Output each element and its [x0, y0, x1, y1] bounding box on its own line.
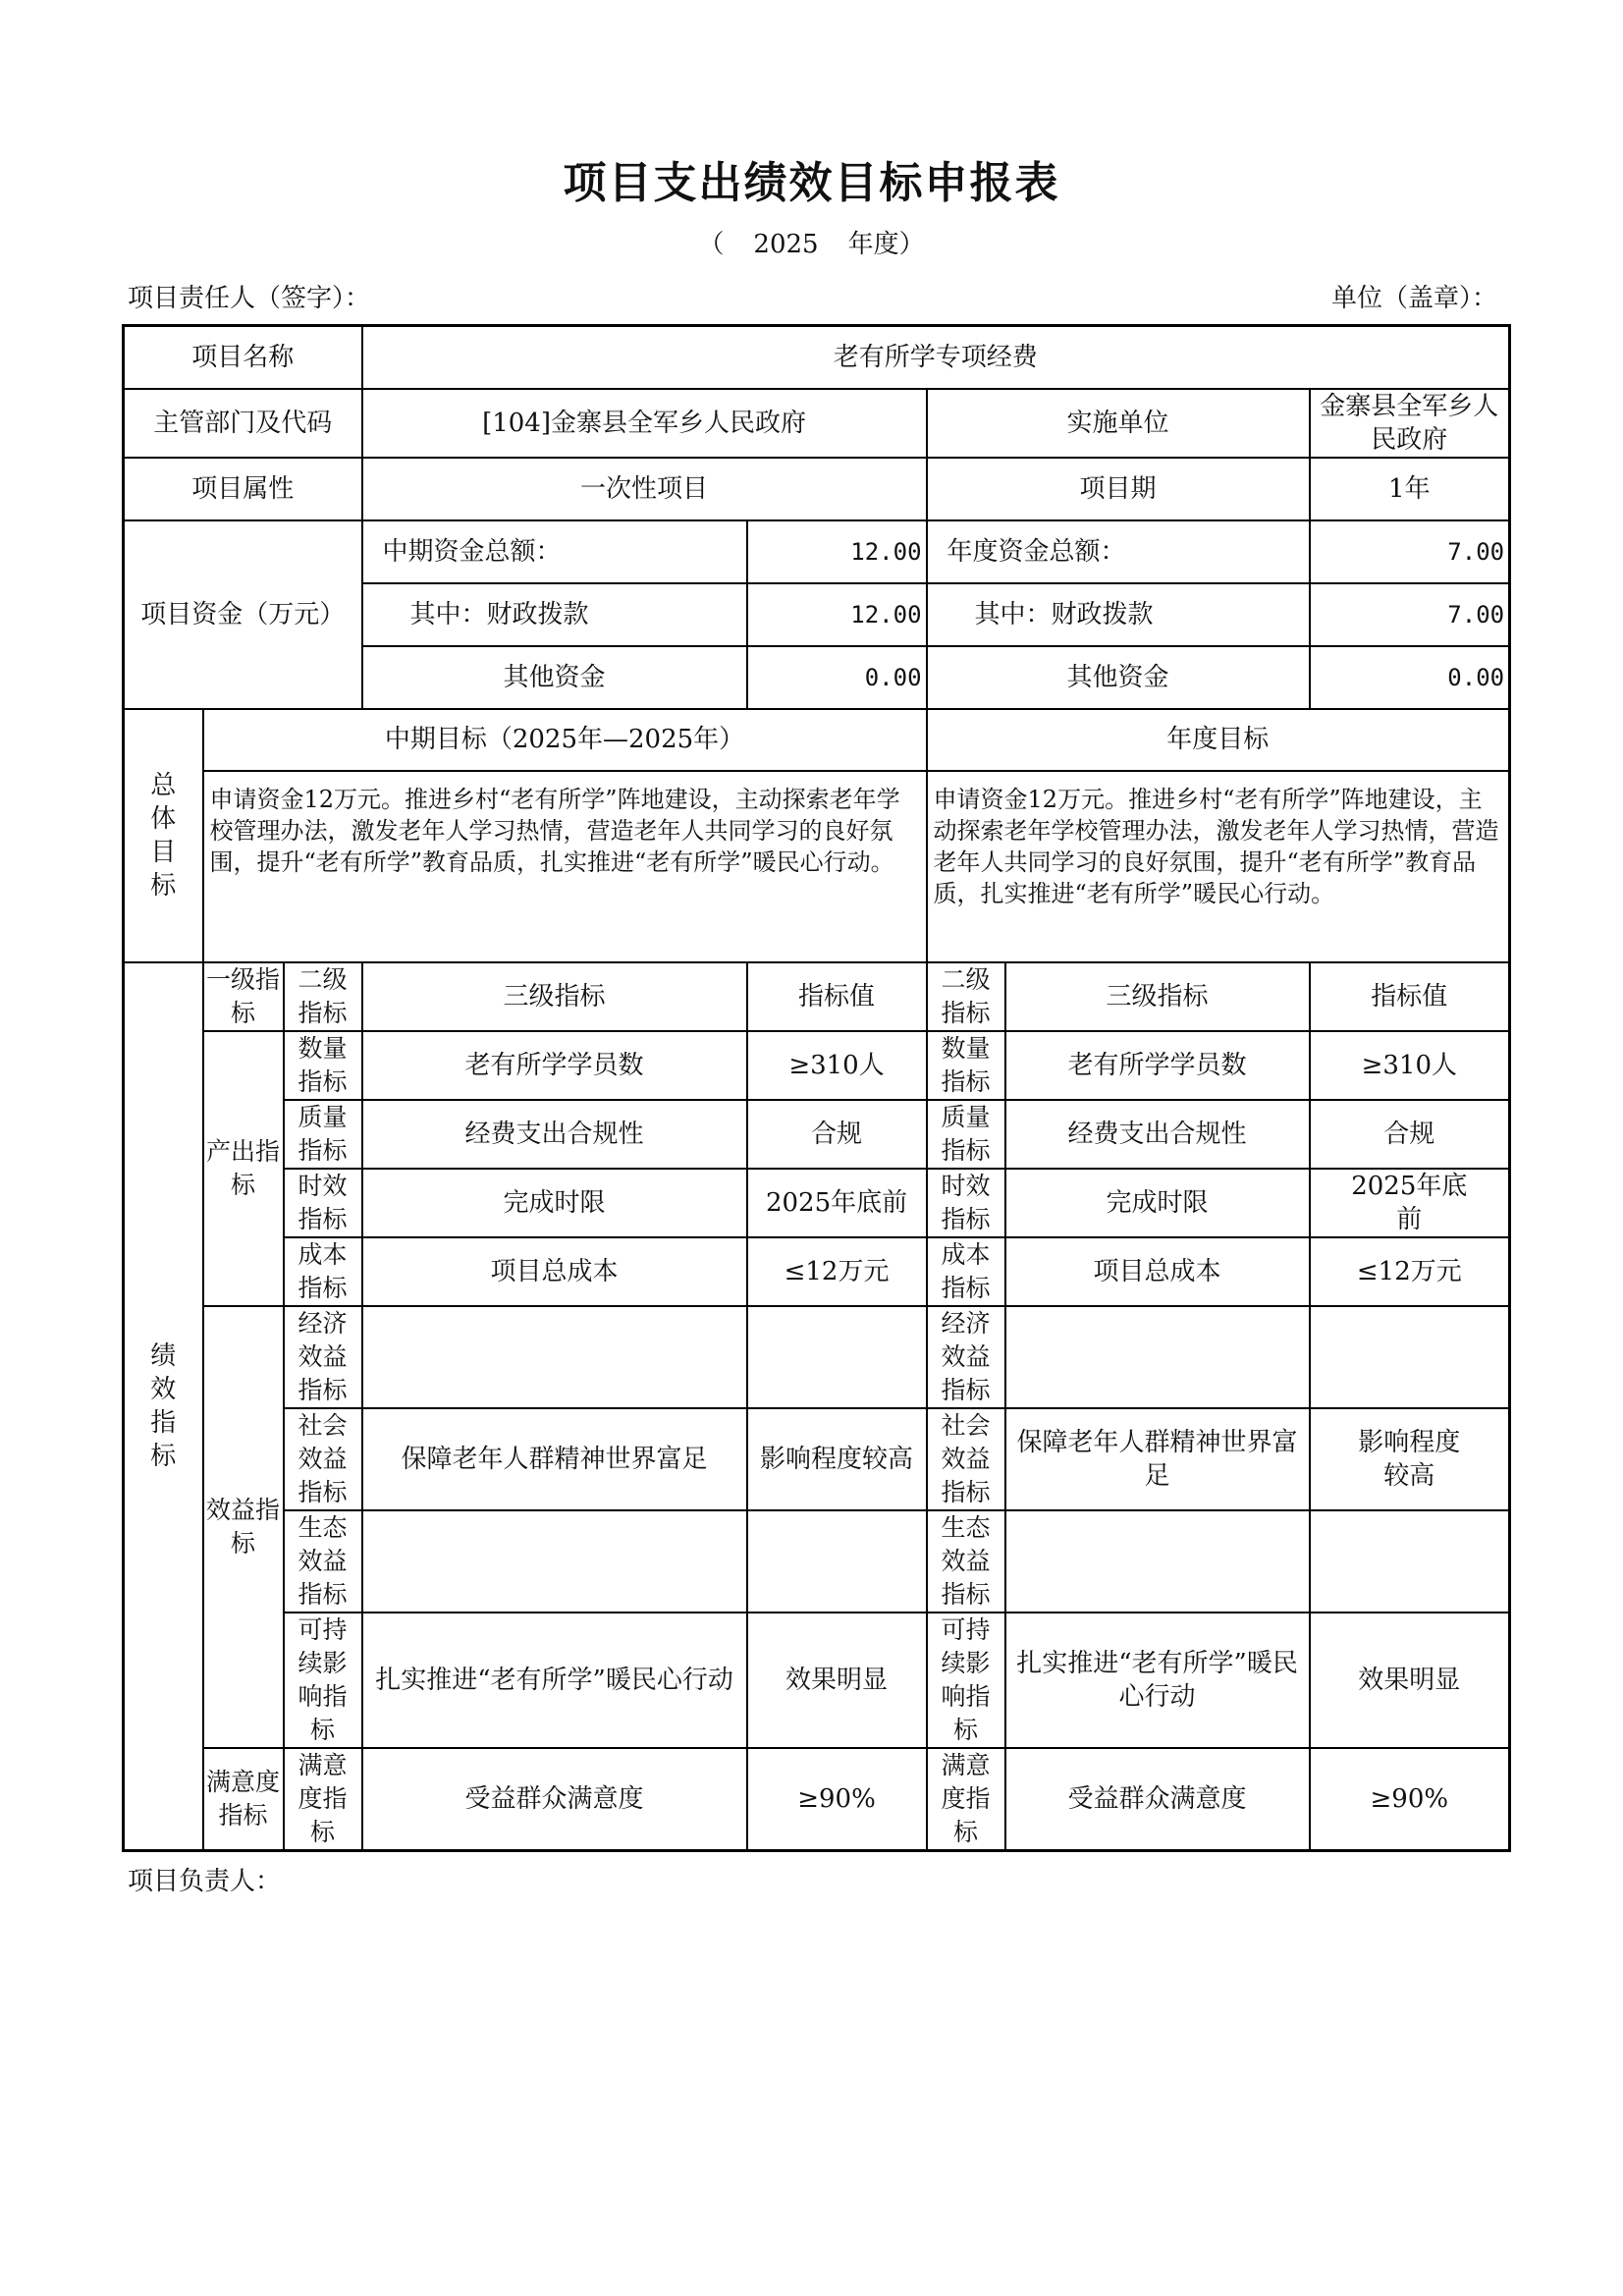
- level3-cell: [362, 1306, 747, 1408]
- mid-total-value: 12.00: [747, 520, 927, 583]
- year-level3-cell: 项目总成本: [1005, 1237, 1310, 1306]
- year-level2-cell: 生态效益指标: [927, 1510, 1005, 1613]
- impl-unit-label: 实施单位: [927, 389, 1310, 458]
- level3-cell: 扎实推进“老有所学”暖民心行动: [362, 1613, 747, 1748]
- project-attr-value: 一次性项目: [362, 458, 927, 520]
- level3-cell: 受益群众满意度: [362, 1748, 747, 1851]
- responsible-person-label: 项目负责人：: [128, 1867, 282, 1896]
- level3-header: 三级指标: [362, 962, 747, 1031]
- output-indicators-label: 产出指标: [203, 1031, 284, 1306]
- benefit-indicators-label: 效益指标: [203, 1306, 284, 1748]
- value-cell: 效果明显: [747, 1613, 927, 1748]
- year-value-cell: 合规: [1310, 1100, 1510, 1169]
- year-value-cell: [1310, 1510, 1510, 1613]
- year-level2-cell: 数量指标: [927, 1031, 1005, 1100]
- level3-cell: 经费支出合规性: [362, 1100, 747, 1169]
- year-value-cell: 影响程度较高: [1310, 1408, 1510, 1510]
- performance-indicators-label: 绩效指标: [124, 962, 203, 1851]
- year-level3-cell: 受益群众满意度: [1005, 1748, 1310, 1851]
- mid-other-value: 0.00: [747, 646, 927, 709]
- year-fiscal-value: 7.00: [1310, 583, 1510, 646]
- project-name-value: 老有所学专项经费: [362, 326, 1510, 389]
- mid-fiscal-label: 其中：财政拨款: [362, 583, 747, 646]
- mid-total-label: 中期资金总额：: [362, 520, 747, 583]
- level2-cell: 质量指标: [284, 1100, 362, 1169]
- value-cell: ≥90%: [747, 1748, 927, 1851]
- level1-header: 一级指标: [203, 962, 284, 1031]
- value-cell: [747, 1306, 927, 1408]
- mid-goal-header: 中期目标（2025年—2025年）: [203, 709, 927, 771]
- year-level2-cell: 可持续影响指标: [927, 1613, 1005, 1748]
- year-total-value: 7.00: [1310, 520, 1510, 583]
- year-level3-header: 三级指标: [1005, 962, 1310, 1031]
- year-value-cell: ≤12万元: [1310, 1237, 1510, 1306]
- year-level3-cell: 保障老年人群精神世界富足: [1005, 1408, 1310, 1510]
- project-period-value: 1年: [1310, 458, 1510, 520]
- year-level2-header: 二级指标: [927, 962, 1005, 1031]
- year-level3-cell: 经费支出合规性: [1005, 1100, 1310, 1169]
- level3-cell: 完成时限: [362, 1169, 747, 1237]
- overall-goals-label: 总体目标: [124, 709, 203, 962]
- value-cell: 影响程度较高: [747, 1408, 927, 1510]
- year-total-label: 年度资金总额：: [927, 520, 1310, 583]
- year-value: 2025: [753, 230, 819, 259]
- year-goal-header: 年度目标: [927, 709, 1510, 771]
- year-goal-text: 申请资金12万元。推进乡村“老有所学”阵地建设，主动探索老年学校管理办法，激发老年人学习热情，营造老年人共同学习的良好氛围，提升“老有所学”教育品质，扎实推进“老有所学”暖民心行动。: [927, 771, 1510, 962]
- year-value-cell: 2025年底前: [1310, 1169, 1510, 1237]
- level3-cell: [362, 1510, 747, 1613]
- funds-label: 项目资金（万元）: [124, 520, 362, 709]
- year-open: （: [698, 230, 725, 259]
- level2-cell: 满意度指标: [284, 1748, 362, 1851]
- level2-cell: 经济效益指标: [284, 1306, 362, 1408]
- year-value-header: 指标值: [1310, 962, 1510, 1031]
- year-level2-cell: 质量指标: [927, 1100, 1005, 1169]
- dept-value: [104]金寨县全军乡人民政府: [362, 389, 927, 458]
- year-level3-cell: 完成时限: [1005, 1169, 1310, 1237]
- year-level3-cell: 扎实推进“老有所学”暖民心行动: [1005, 1613, 1310, 1748]
- year-level3-cell: [1005, 1510, 1310, 1613]
- year-close: 年度）: [847, 230, 925, 259]
- year-level2-cell: 满意度指标: [927, 1748, 1005, 1851]
- year-value-cell: ≥90%: [1310, 1748, 1510, 1851]
- level3-cell: 项目总成本: [362, 1237, 747, 1306]
- value-cell: 2025年底前: [747, 1169, 927, 1237]
- value-cell: ≥310人: [747, 1031, 927, 1100]
- impl-unit-value: 金寨县全军乡人民政府: [1310, 389, 1510, 458]
- performance-target-table: [122, 324, 1511, 1852]
- project-period-label: 项目期: [927, 458, 1310, 520]
- mid-fiscal-value: 12.00: [747, 583, 927, 646]
- level2-cell: 数量指标: [284, 1031, 362, 1100]
- year-level2-cell: 成本指标: [927, 1237, 1005, 1306]
- year-level3-cell: [1005, 1306, 1310, 1408]
- year-level2-cell: 社会效益指标: [927, 1408, 1005, 1510]
- page-title: 项目支出绩效目标申报表: [563, 158, 1060, 208]
- level2-cell: 可持续影响指标: [284, 1613, 362, 1748]
- project-name-label: 项目名称: [124, 326, 362, 389]
- level2-header: 二级指标: [284, 962, 362, 1031]
- year-value-cell: ≥310人: [1310, 1031, 1510, 1100]
- level3-cell: 老有所学学员数: [362, 1031, 747, 1100]
- value-cell: 合规: [747, 1100, 927, 1169]
- year-other-value: 0.00: [1310, 646, 1510, 709]
- level2-cell: 社会效益指标: [284, 1408, 362, 1510]
- year-value-cell: [1310, 1306, 1510, 1408]
- satisfaction-indicators-label: 满意度指标: [203, 1748, 284, 1851]
- signer-label: 项目责任人（签字）：: [128, 284, 371, 313]
- mid-other-label: 其他资金: [362, 646, 747, 709]
- value-cell: ≤12万元: [747, 1237, 927, 1306]
- year-fiscal-label: 其中：财政拨款: [927, 583, 1310, 646]
- project-attr-label: 项目属性: [124, 458, 362, 520]
- value-cell: [747, 1510, 927, 1613]
- level3-cell: 保障老年人群精神世界富足: [362, 1408, 747, 1510]
- value-header: 指标值: [747, 962, 927, 1031]
- level2-cell: 成本指标: [284, 1237, 362, 1306]
- level2-cell: 生态效益指标: [284, 1510, 362, 1613]
- mid-goal-text: 申请资金12万元。推进乡村“老有所学”阵地建设，主动探索老年学校管理办法，激发老年人学习热情，营造老年人共同学习的良好氛围，提升“老有所学”教育品质，扎实推进“老有所学”暖民心行动。: [203, 771, 927, 962]
- year-line: [0, 224, 1623, 260]
- year-level3-cell: 老有所学学员数: [1005, 1031, 1310, 1100]
- year-level2-cell: 时效指标: [927, 1169, 1005, 1237]
- unit-seal-label: 单位（盖章）：: [1330, 284, 1497, 313]
- year-value-cell: 效果明显: [1310, 1613, 1510, 1748]
- level2-cell: 时效指标: [284, 1169, 362, 1237]
- dept-label: 主管部门及代码: [124, 389, 362, 458]
- year-other-label: 其他资金: [927, 646, 1310, 709]
- year-level2-cell: 经济效益指标: [927, 1306, 1005, 1408]
